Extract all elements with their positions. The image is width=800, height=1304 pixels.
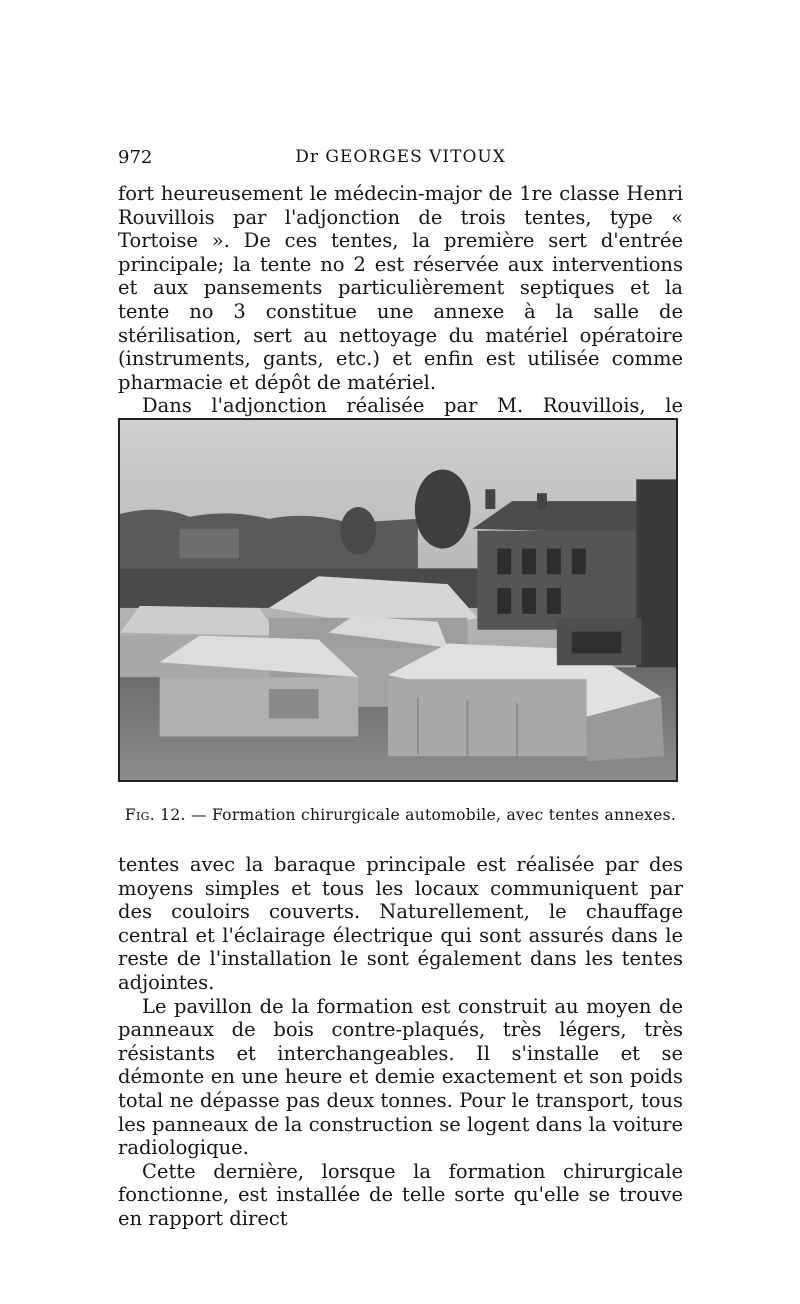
- figure-photo: [118, 418, 678, 782]
- paragraph: tentes avec la baraque principale est réalisée par des moyens simples et tous les locaux communiquent par des couloirs couverts. Naturellement, le chauffage central et l'éclairage électrique qui sont assurés dans le reste de l'installation le sont également dans les tentes adjointes.: [118, 853, 683, 994]
- body-text-top: [118, 182, 683, 442]
- page-number: 972: [118, 147, 153, 168]
- figure-caption-text: — Formation chirurgicale automobile, avec tentes annexes.: [190, 806, 677, 824]
- body-text-bottom: [118, 853, 683, 1231]
- photo-tents-illustration: [120, 420, 676, 780]
- page-header: [118, 147, 683, 169]
- paragraph: Cette dernière, lorsque la formation chirurgicale fonctionne, est installée de telle sorte qu'elle se trouve en rapport direct: [118, 1159, 683, 1230]
- paragraph: Dans l'adjonction réalisée par M. Rouvillois, le: [142, 394, 683, 418]
- paragraph: fort heureusement le médecin-major de 1re classe Henri Rouvillois par l'adjonction de trois tentes, type « Tortoise ». De ces tentes, la première sert d'entrée principale; la tente no 2 est réservée aux interventions et aux pansements particulièrement septiques et la tente no 3 constitue une annexe à la salle de stérilisation, sert au nettoyage du matériel opératoire (instruments, gants, etc.) et enfin est utilisée comme pharmacie et dépôt de matériel.: [118, 182, 683, 394]
- paragraph: Le pavillon de la formation est construit au moyen de panneaux de bois contre-plaqués, très légers, très résistants et interchangeables. Il s'installe et se démonte en une heure et demie exactement et son poids total ne dépasse pas deux tonnes. Pour le transport, tous les panneaux de la construction se logent dans la voiture radiologique.: [118, 994, 683, 1160]
- figure-caption: [118, 806, 683, 824]
- figure-label: Fig. 12.: [124, 806, 186, 824]
- running-head: Dr GEORGES VITOUX: [295, 147, 506, 167]
